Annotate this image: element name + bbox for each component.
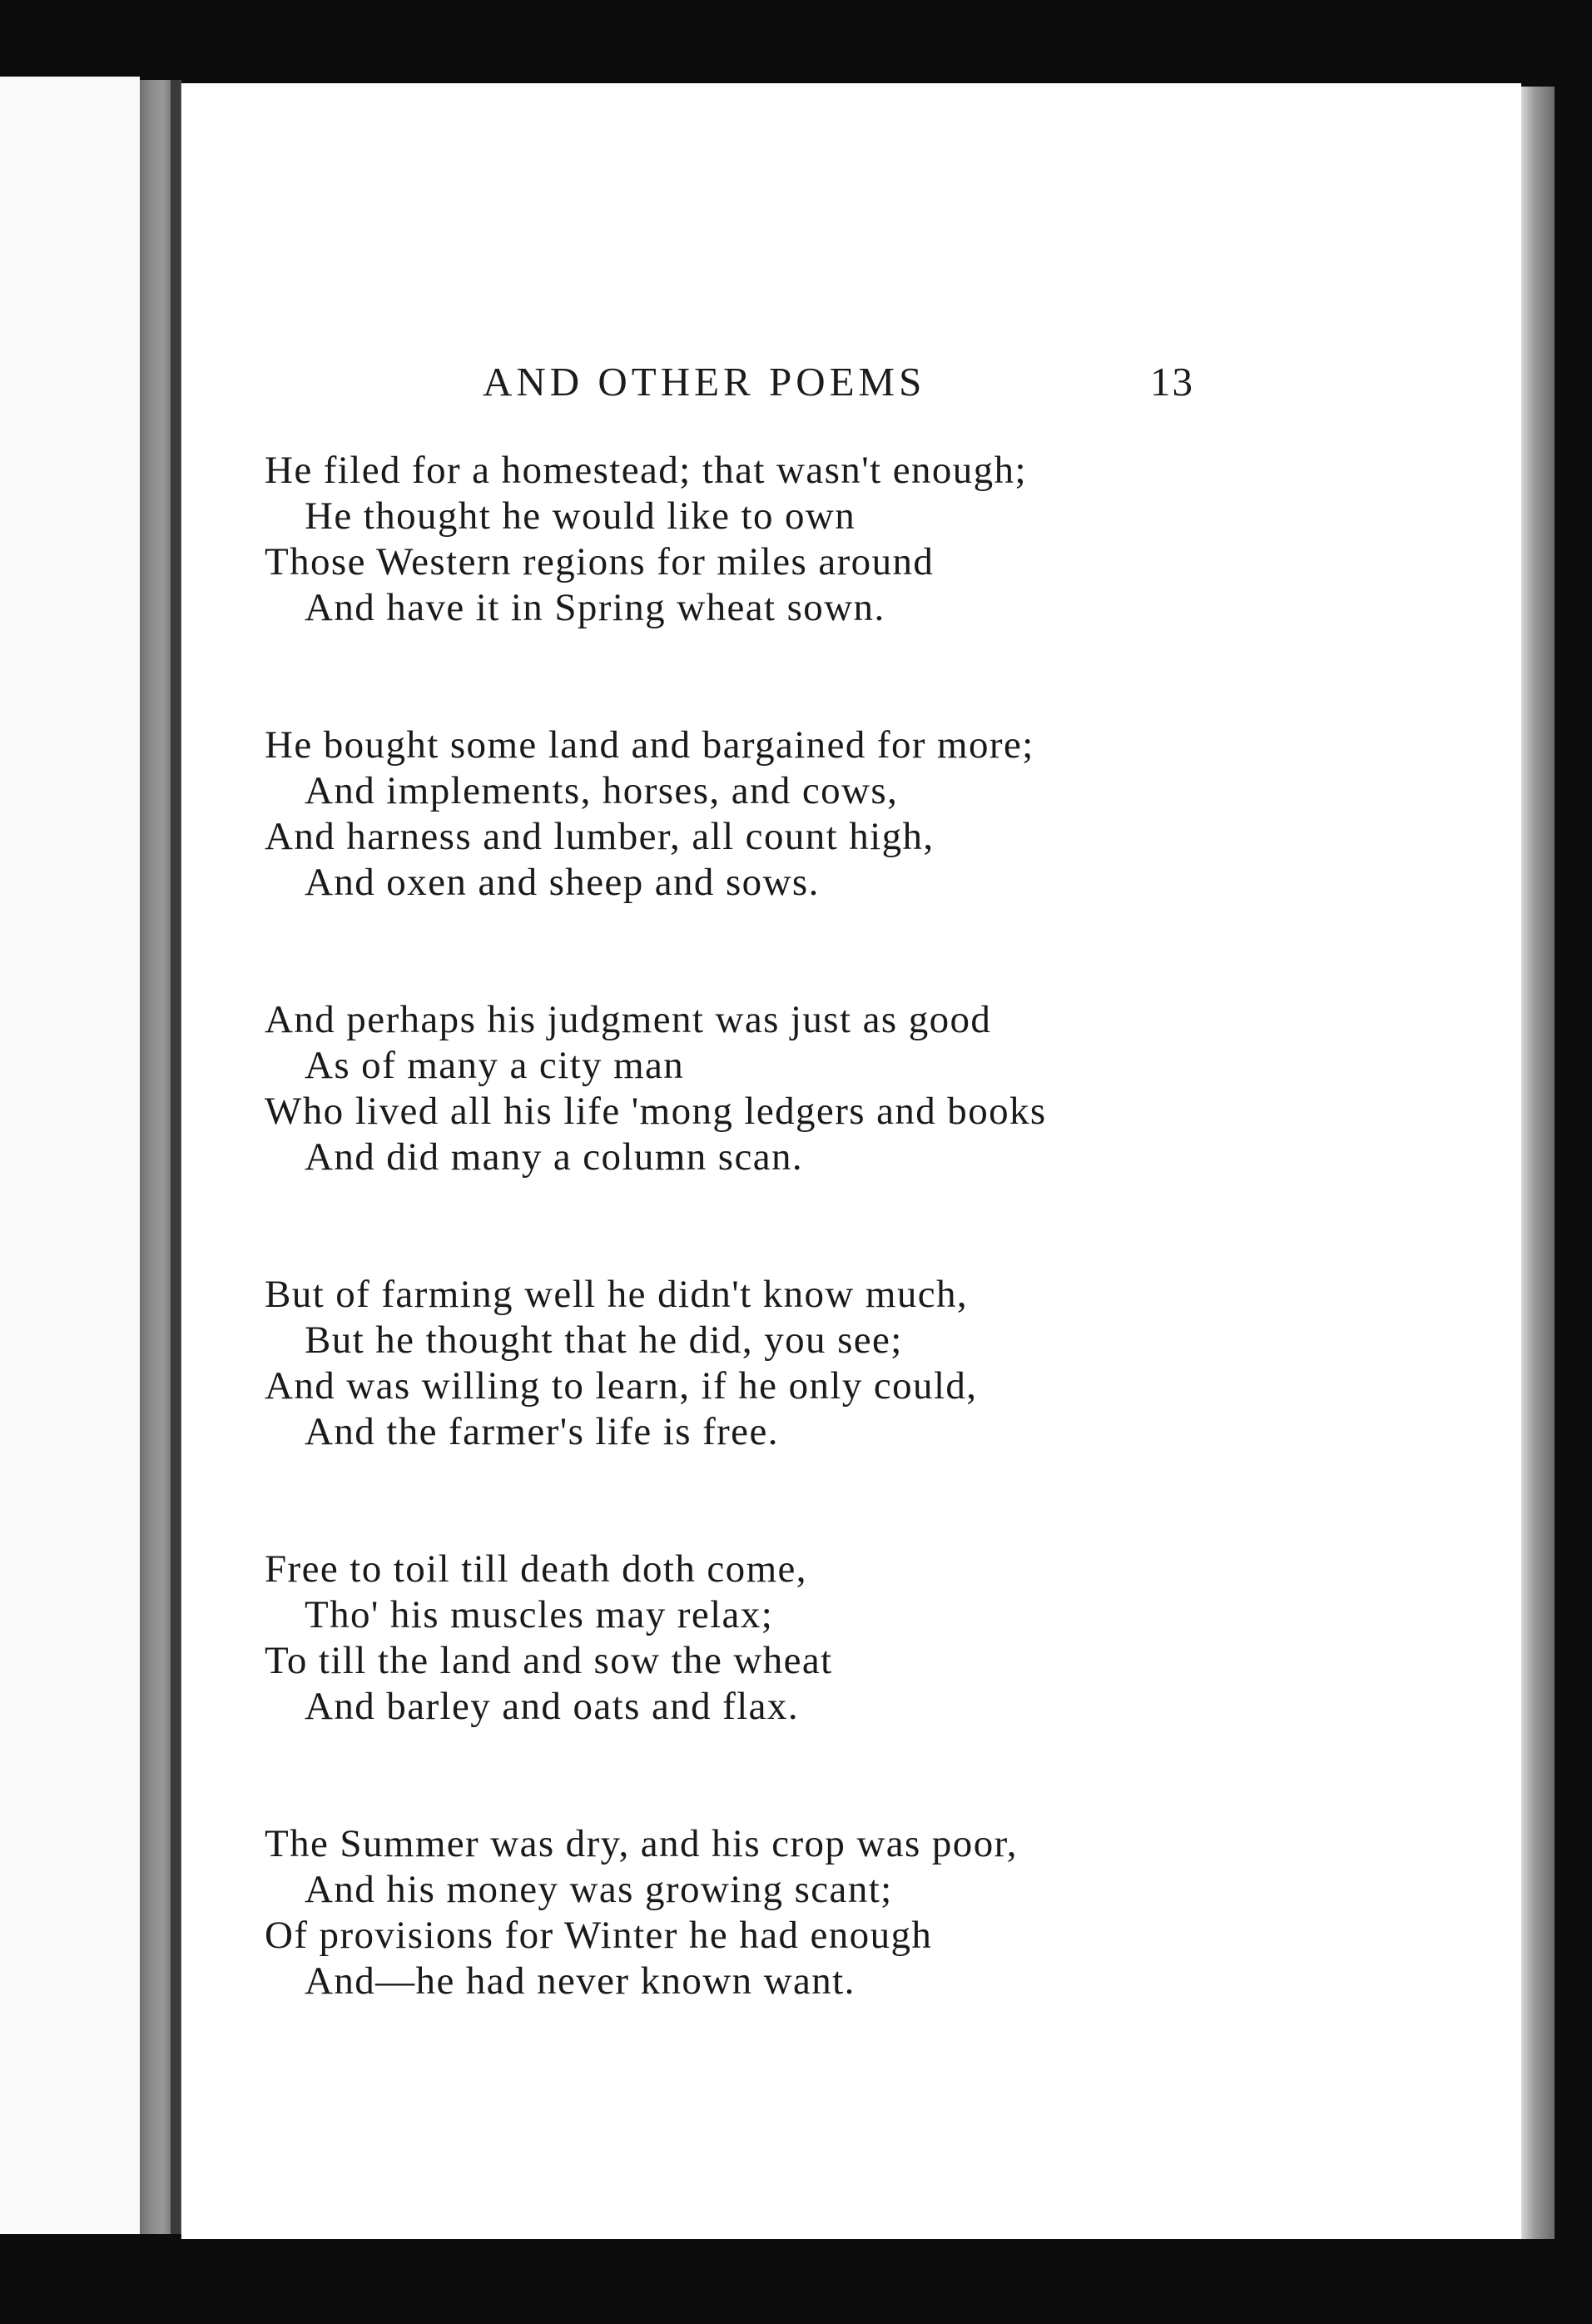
- poem-line: And his money was growing scant;: [305, 1868, 893, 1911]
- stanza: [265, 448, 1430, 631]
- poem-line: Tho' his muscles may relax;: [305, 1593, 774, 1636]
- running-title: AND OTHER POEMS: [483, 359, 926, 405]
- gutter-shadow: [171, 80, 181, 2234]
- poem-line: He filed for a homestead; that wasn't enough;: [265, 449, 1027, 492]
- page-number: 13: [1150, 359, 1194, 405]
- poem-body: [265, 448, 1430, 2096]
- poem-line: And implements, horses, and cows,: [305, 769, 899, 812]
- stanza: [265, 1821, 1430, 2004]
- poem-line: He bought some land and bargained for more;: [265, 723, 1034, 767]
- poem-line: Of provisions for Winter he had enough: [265, 1914, 933, 1957]
- poem-line: And harness and lumber, all count high,: [265, 815, 935, 858]
- stanza: [265, 1272, 1430, 1455]
- poem-line: And barley and oats and flax.: [305, 1685, 799, 1728]
- stanza: [265, 997, 1430, 1180]
- stanza: [265, 723, 1430, 906]
- poem-line: The Summer was dry, and his crop was poor,: [265, 1822, 1018, 1865]
- poem-line: And was willing to learn, if he only could,: [265, 1364, 978, 1408]
- book-page: [181, 83, 1521, 2239]
- poem-line: To till the land and sow the wheat: [265, 1639, 833, 1682]
- poem-line: But of farming well he didn't know much,: [265, 1273, 969, 1316]
- poem-line: Those Western regions for miles around: [265, 540, 935, 583]
- poem-line: And did many a column scan.: [305, 1135, 804, 1179]
- stanza: [265, 1547, 1430, 1730]
- poem-line: Free to toil till death doth come,: [265, 1547, 807, 1591]
- poem-line: And have it in Spring wheat sown.: [305, 586, 885, 629]
- poem-line: And oxen and sheep and sows.: [305, 861, 820, 904]
- running-head: [181, 358, 1521, 408]
- poem-line: But he thought that he did, you see;: [305, 1318, 903, 1362]
- page-fore-edge: [1521, 87, 1555, 2239]
- poem-line: He thought he would like to own: [305, 494, 856, 538]
- poem-line: As of many a city man: [305, 1044, 685, 1087]
- poem-line: And perhaps his judgment was just as good: [265, 998, 992, 1041]
- facing-page-edge: [0, 77, 140, 2234]
- poem-line: And—he had never known want.: [305, 1959, 856, 2003]
- poem-line: Who lived all his life 'mong ledgers and books: [265, 1090, 1047, 1133]
- poem-line: And the farmer's life is free.: [305, 1410, 779, 1453]
